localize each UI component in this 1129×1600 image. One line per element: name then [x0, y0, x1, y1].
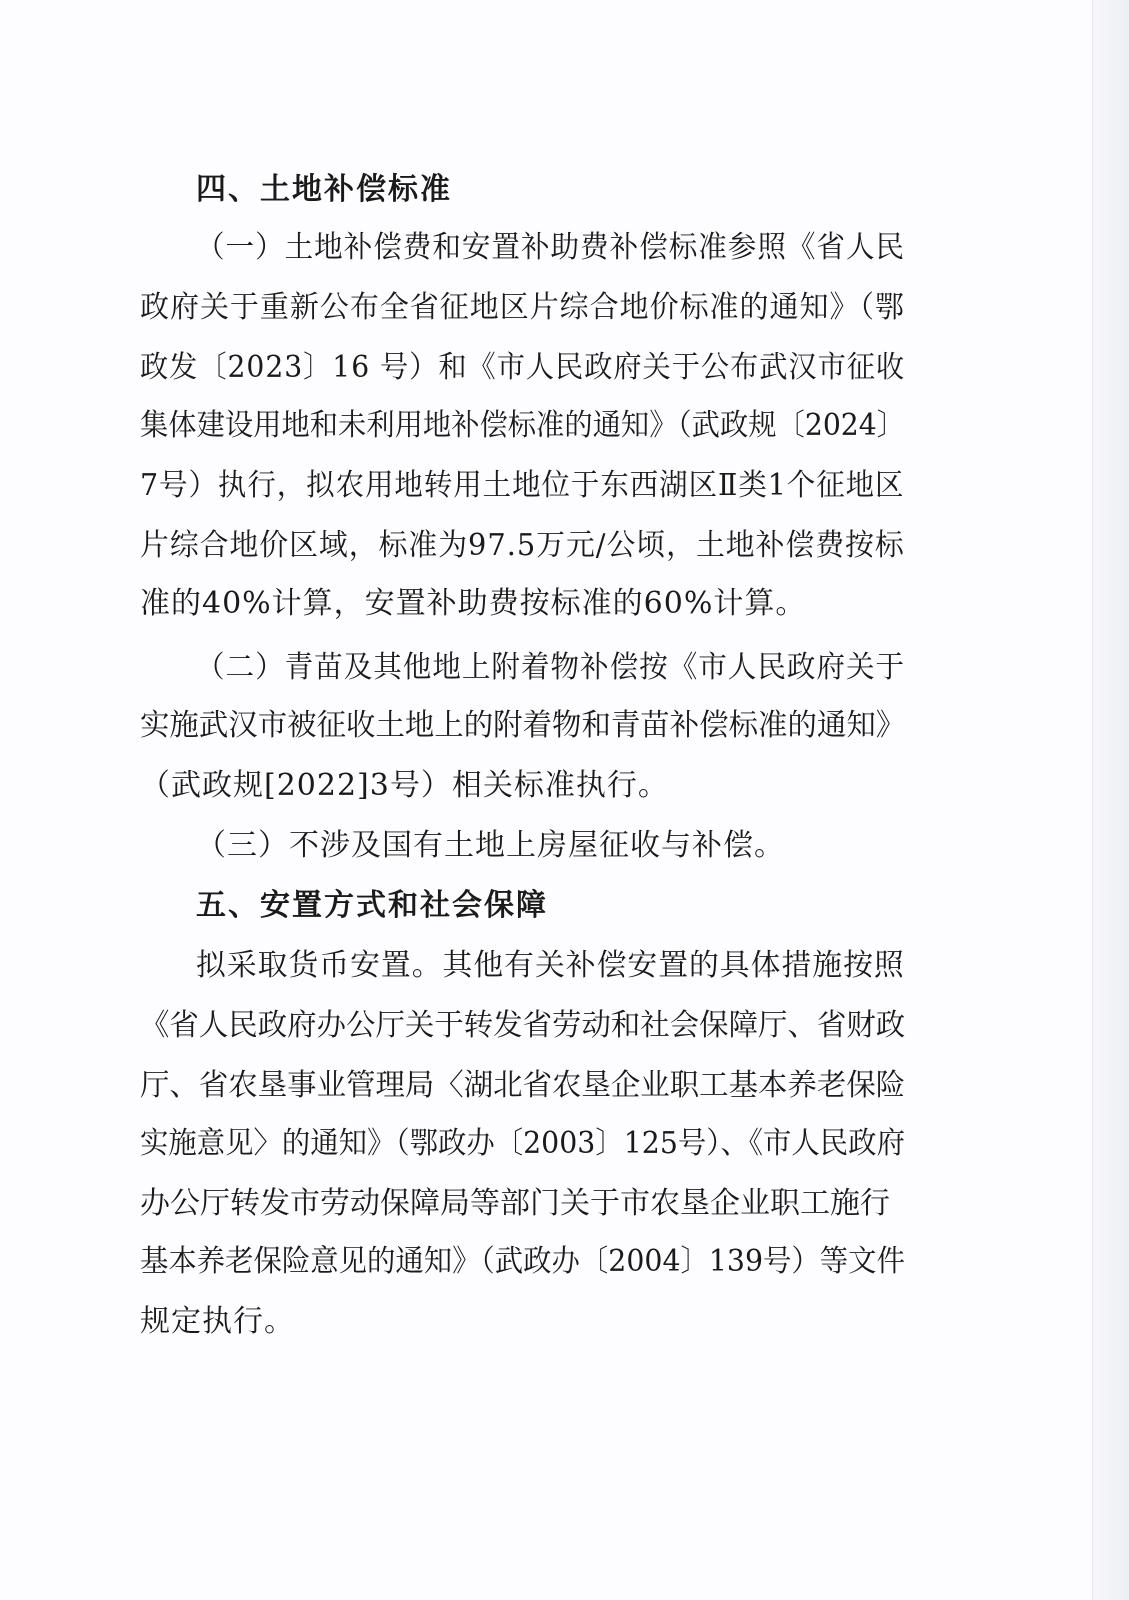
- paragraph-line: （武政规[2022]3号）相关标准执行。: [140, 768, 669, 803]
- paragraph-line: 办公厅转发市劳动保障局等部门关于市农垦企业职工施行: [140, 1186, 890, 1221]
- paragraph-line: 集体建设用地和未利用地补偿标准的通知》（武政规〔2024〕: [140, 408, 906, 443]
- paragraph-line: （三）不涉及国有土地上房屋征收与补偿。: [196, 828, 785, 863]
- paragraph-line: 实施意见〉的通知》（鄂政办〔2003〕125号）、《市人民政府: [140, 1126, 905, 1161]
- section-5-heading: 五、安置方式和社会保障: [196, 888, 548, 923]
- paragraph-line: 准的40%计算，安置补助费按标准的60%计算。: [140, 586, 807, 621]
- paragraph-line: 《省人民政府办公厅关于转发省劳动和社会保障厅、省财政: [140, 1008, 906, 1043]
- paragraph-line: 政发〔2023〕16 号）和《市人民政府关于公布武汉市征收: [140, 350, 906, 385]
- paragraph-line: 厅、省农垦事业管理局〈湖北省农垦企业职工基本养老保险: [140, 1068, 906, 1103]
- paragraph-line: 7号）执行，拟农用地转用土地位于东西湖区Ⅱ类1个征地区: [140, 468, 905, 503]
- paragraph-line: 片综合地价区域，标准为97.5万元/公顷，土地补偿费按标: [140, 528, 905, 563]
- paragraph-line: （二）青苗及其他地上附着物补偿按《市人民政府关于: [196, 650, 906, 685]
- paragraph-line: 政府关于重新公布全省征地区片综合地价标准的通知》（鄂: [140, 290, 905, 325]
- scan-edge: [1092, 0, 1129, 1600]
- paragraph-line: 拟采取货币安置。其他有关补偿安置的具体措施按照: [196, 948, 905, 983]
- paragraph-line: 实施武汉市被征收土地上的附着物和青苗补偿标准的通知》: [140, 708, 906, 743]
- section-4-heading: 四、土地补偿标准: [196, 172, 452, 207]
- paragraph-line: （一）土地补偿费和安置补助费补偿标准参照《省人民: [196, 230, 906, 265]
- paragraph-line: 规定执行。: [140, 1304, 295, 1339]
- paragraph-line: 基本养老保险意见的通知》（武政办〔2004〕139号）等文件: [140, 1244, 905, 1279]
